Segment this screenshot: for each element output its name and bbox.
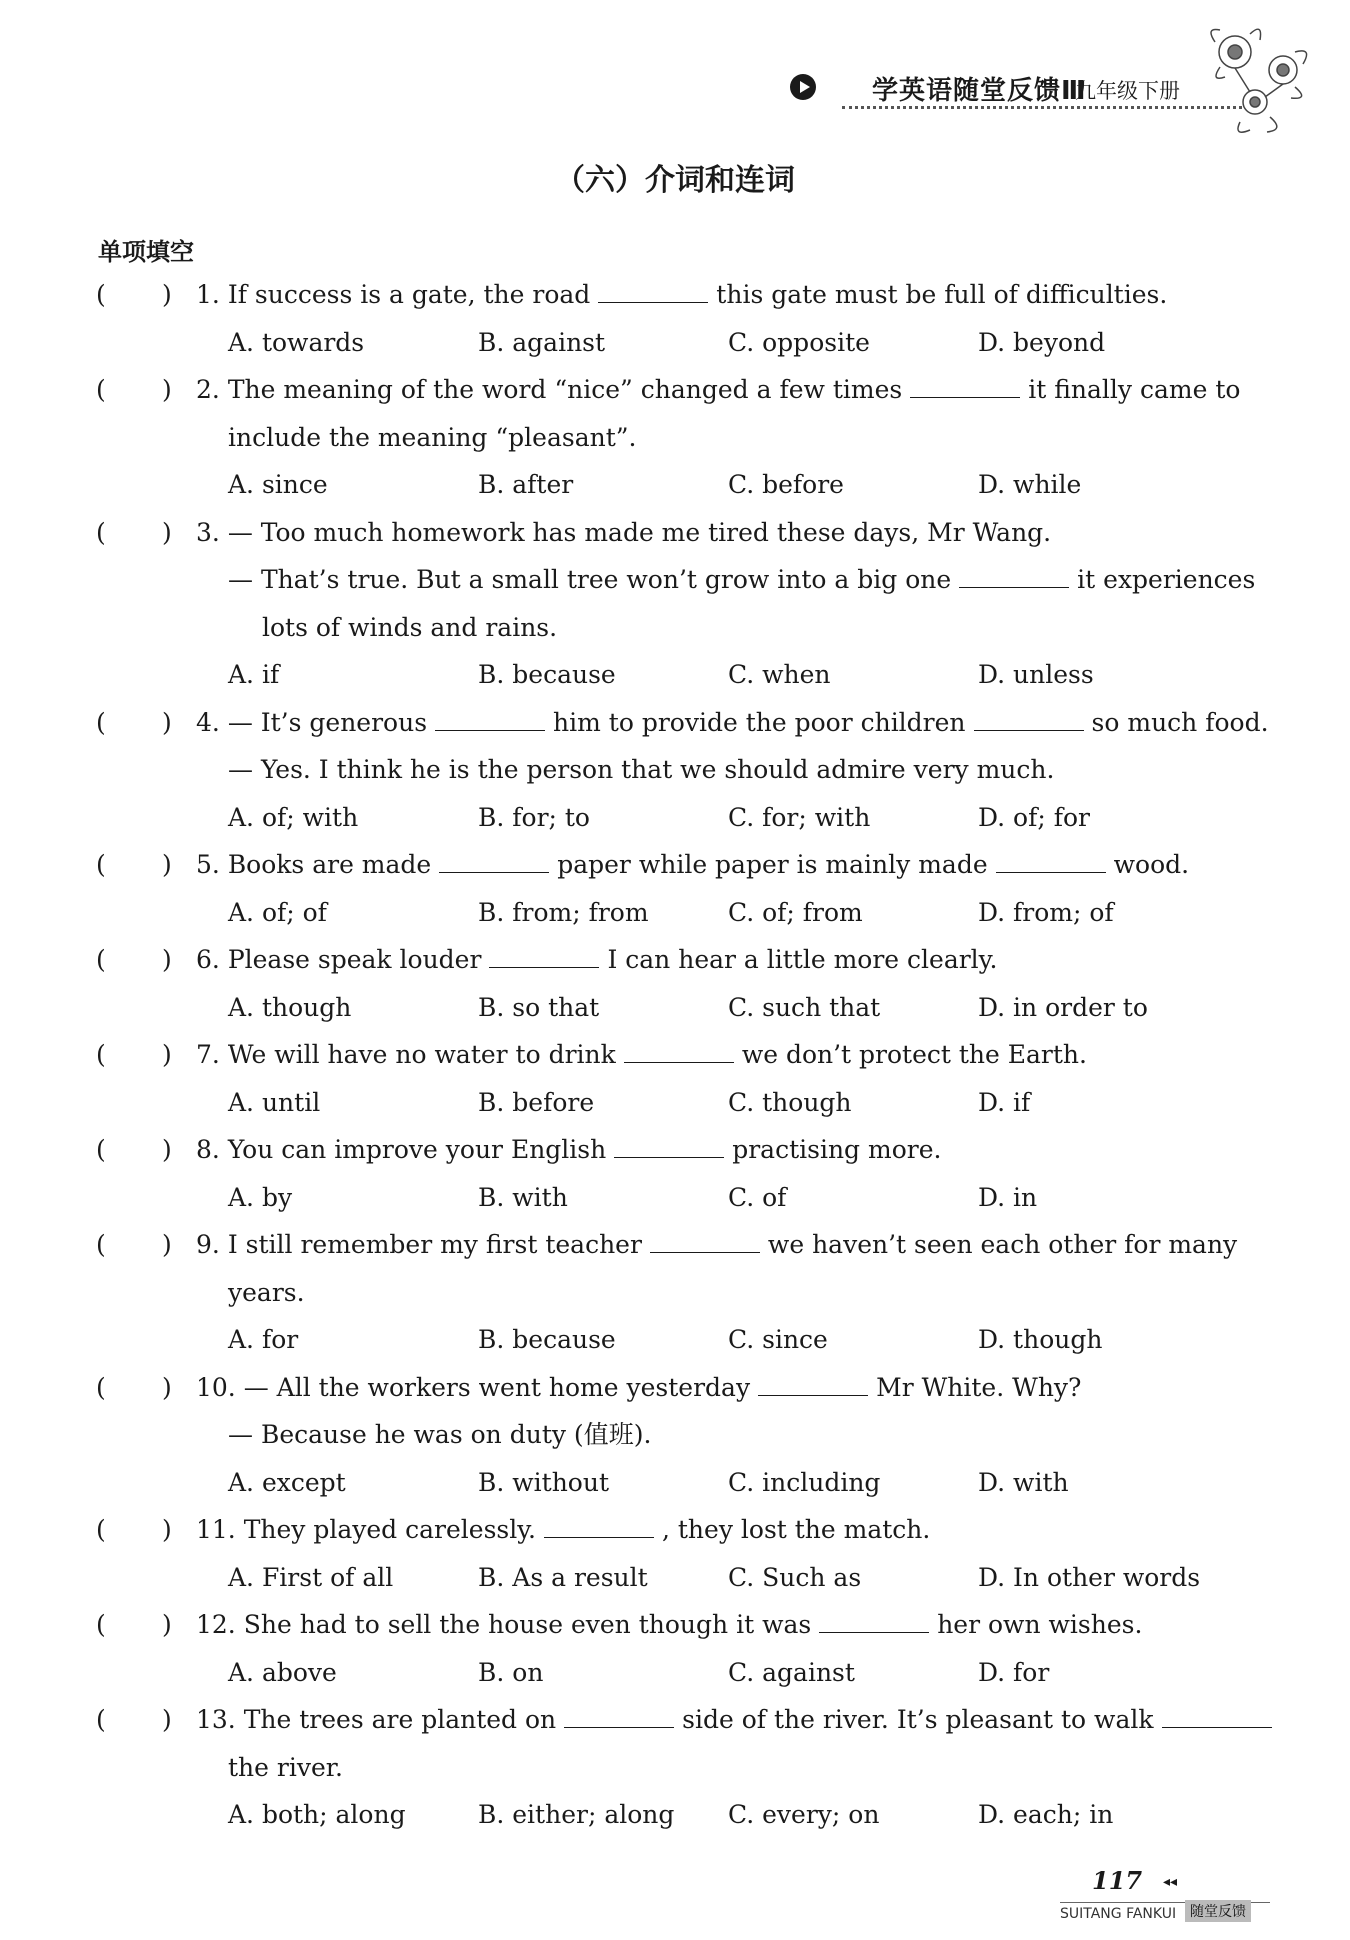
question-text: We will have no water to drink xyxy=(227,1040,616,1069)
question-line xyxy=(196,518,1051,548)
option-c[interactable]: C. Such as xyxy=(728,1562,862,1592)
question-line xyxy=(196,945,997,975)
answer-blank[interactable] xyxy=(598,280,708,303)
question-text: the river. xyxy=(228,1752,343,1782)
answer-parentheses[interactable]: ( ) xyxy=(96,945,172,974)
answer-blank[interactable] xyxy=(1162,1705,1272,1728)
option-c[interactable]: C. such that xyxy=(728,992,881,1022)
option-d[interactable]: D. if xyxy=(978,1087,1031,1117)
question-text: She had to sell the house even though it was xyxy=(243,1610,812,1639)
play-icon xyxy=(790,74,816,100)
question-line xyxy=(228,1278,305,1308)
option-a[interactable]: A. towards xyxy=(228,327,365,357)
question-text: her own wishes. xyxy=(937,1610,1143,1639)
question-text: him to provide the poor children xyxy=(553,707,966,737)
question-line xyxy=(196,1135,941,1165)
option-c[interactable]: C. though xyxy=(728,1087,852,1117)
answer-blank[interactable] xyxy=(758,1373,868,1396)
question-line xyxy=(196,1373,1081,1403)
option-a[interactable]: A. since xyxy=(228,470,328,499)
answer-blank[interactable] xyxy=(624,1040,734,1063)
question-number: 8. xyxy=(196,1135,228,1164)
option-a[interactable]: A. if xyxy=(228,660,280,689)
question-text: we don’t protect the Earth. xyxy=(741,1040,1087,1069)
option-c[interactable]: C. every; on xyxy=(728,1800,880,1829)
question-text: You can improve your English xyxy=(227,1135,607,1164)
question-number: 6. xyxy=(196,945,228,974)
option-d[interactable]: D. each; in xyxy=(978,1800,1114,1829)
option-c[interactable]: C. since xyxy=(728,1325,828,1354)
question-text: years. xyxy=(228,1277,305,1307)
footer-badge: 随堂反馈 xyxy=(1185,1900,1251,1922)
answer-blank[interactable] xyxy=(439,850,549,873)
question-number: 9. xyxy=(196,1230,228,1259)
option-b[interactable]: B. on xyxy=(478,1657,544,1687)
option-d[interactable]: D. beyond xyxy=(978,327,1106,357)
question-line xyxy=(196,280,1167,310)
question-text: I can hear a little more clearly. xyxy=(607,945,998,974)
question-text: — Because he was on duty (值班). xyxy=(228,1420,652,1449)
option-b[interactable]: B. from; from xyxy=(478,897,649,927)
question-text: — That’s true. But a small tree won’t grow into a big one xyxy=(228,565,952,594)
answer-blank[interactable] xyxy=(910,375,1020,398)
question-text: practising more. xyxy=(732,1135,942,1164)
question-line xyxy=(196,1230,1237,1260)
header-divider xyxy=(842,106,1242,109)
answer-parentheses[interactable]: ( ) xyxy=(96,280,172,309)
question-line xyxy=(228,423,636,453)
question-text: They played carelessly. xyxy=(243,1515,536,1544)
answer-parentheses[interactable]: ( ) xyxy=(96,1040,172,1069)
question-text: paper while paper is mainly made xyxy=(557,850,988,879)
section-title: （六）介词和连词 xyxy=(555,163,795,198)
question-line xyxy=(228,1753,343,1783)
option-c[interactable]: C. including xyxy=(728,1467,881,1497)
question-text: it finally came to xyxy=(1028,375,1241,404)
option-a[interactable]: A. of; with xyxy=(228,802,359,832)
answer-parentheses[interactable]: ( ) xyxy=(96,850,172,879)
question-text: this gate must be full of difficulties. xyxy=(716,280,1168,309)
subheading: 单项填空 xyxy=(98,238,194,266)
option-b[interactable]: B. either; along xyxy=(478,1800,675,1829)
question-line xyxy=(196,375,1240,405)
question-line xyxy=(196,708,1269,738)
question-number: 1. xyxy=(196,280,228,309)
option-a[interactable]: A. by xyxy=(228,1182,293,1212)
option-b[interactable]: B. without xyxy=(478,1467,610,1497)
option-c[interactable]: C. against xyxy=(728,1657,855,1687)
option-a[interactable]: A. First of all xyxy=(228,1562,394,1592)
answer-parentheses[interactable]: ( ) xyxy=(96,517,172,547)
answer-parentheses[interactable]: ( ) xyxy=(96,1372,172,1402)
answer-blank[interactable] xyxy=(564,1705,674,1728)
question-text: include the meaning “pleasant”. xyxy=(228,422,637,452)
question-line xyxy=(262,613,557,643)
answer-parentheses[interactable]: ( ) xyxy=(96,1515,172,1544)
option-a[interactable]: A. except xyxy=(228,1467,346,1497)
question-line xyxy=(196,850,1189,880)
option-b[interactable]: B. against xyxy=(478,327,606,357)
question-text: wood. xyxy=(1113,850,1190,879)
option-b[interactable]: B. before xyxy=(478,1087,595,1117)
book-subtitle: 九年级下册 xyxy=(1075,79,1180,103)
option-c[interactable]: C. opposite xyxy=(728,327,870,357)
option-b[interactable]: B. because xyxy=(478,660,616,689)
option-d[interactable]: D. unless xyxy=(978,660,1094,689)
answer-parentheses[interactable]: ( ) xyxy=(96,707,172,737)
option-d[interactable]: D. In other words xyxy=(978,1562,1201,1592)
question-number: 4. xyxy=(196,707,228,737)
question-text: side of the river. It’s pleasant to walk xyxy=(682,1705,1154,1734)
option-b[interactable]: B. As a result xyxy=(478,1562,648,1592)
page-number: 117 xyxy=(1092,1866,1143,1895)
question-number: 5. xyxy=(196,850,228,879)
question-number: 7. xyxy=(196,1040,228,1069)
answer-parentheses[interactable]: ( ) xyxy=(96,1705,172,1734)
answer-parentheses[interactable]: ( ) xyxy=(96,375,172,404)
question-text: lots of winds and rains. xyxy=(262,612,558,642)
question-number: 11. xyxy=(196,1515,244,1544)
question-text: The meaning of the word “nice” changed a few times xyxy=(227,375,903,404)
option-c[interactable]: C. when xyxy=(728,660,831,689)
flower-icon xyxy=(1195,22,1325,142)
option-a[interactable]: A. of; of xyxy=(228,897,327,927)
option-d[interactable]: D. of; for xyxy=(978,802,1090,832)
option-d[interactable]: D. for xyxy=(978,1657,1050,1687)
question-text: — Too much homework has made me tired these days, Mr Wang. xyxy=(227,517,1052,547)
question-line xyxy=(196,1515,930,1545)
question-text: — It’s generous xyxy=(227,707,428,737)
question-text: — All the workers went home yesterday xyxy=(243,1372,751,1402)
answer-parentheses[interactable]: ( ) xyxy=(96,1135,172,1164)
option-d[interactable]: D. with xyxy=(978,1467,1069,1497)
option-c[interactable]: C. of xyxy=(728,1182,787,1212)
question-text: Books are made xyxy=(227,850,432,879)
question-line xyxy=(196,1040,1087,1070)
question-line xyxy=(196,1610,1142,1640)
option-d[interactable]: D. while xyxy=(978,470,1082,499)
question-text: If success is a gate, the road xyxy=(227,280,591,309)
option-a[interactable]: A. until xyxy=(228,1087,321,1117)
answer-parentheses[interactable]: ( ) xyxy=(96,1230,172,1259)
footer-label: SUITANG FANKUI xyxy=(1060,1906,1177,1922)
answer-blank[interactable] xyxy=(974,708,1084,731)
answer-blank[interactable] xyxy=(544,1515,654,1538)
question-number: 2. xyxy=(196,375,228,404)
option-a[interactable]: A. though xyxy=(228,992,352,1022)
question-number: 3. xyxy=(196,517,228,547)
answer-blank[interactable] xyxy=(996,850,1106,873)
question-number: 10. xyxy=(196,1372,244,1402)
answer-parentheses[interactable]: ( ) xyxy=(96,1610,172,1639)
option-d[interactable]: D. though xyxy=(978,1325,1103,1354)
option-a[interactable]: A. above xyxy=(228,1657,337,1687)
answer-blank[interactable] xyxy=(489,945,599,968)
question-text: I still remember my first teacher xyxy=(227,1230,642,1259)
answer-blank[interactable] xyxy=(819,1610,929,1633)
question-text: we haven’t seen each other for many xyxy=(767,1230,1238,1259)
option-b[interactable]: B. after xyxy=(478,470,574,499)
option-c[interactable]: C. for; with xyxy=(728,802,871,832)
option-c[interactable]: C. of; from xyxy=(728,897,863,927)
question-text: Please speak louder xyxy=(227,945,482,974)
book-title: 学英语随堂反馈Ⅲ xyxy=(872,76,1087,106)
question-number: 13. xyxy=(196,1705,244,1734)
option-b[interactable]: B. so that xyxy=(478,992,600,1022)
question-text: , they lost the match. xyxy=(661,1515,931,1544)
question-text: — Yes. I think he is the person that we should admire very much. xyxy=(228,755,1055,784)
question-text: Mr White. Why? xyxy=(876,1372,1082,1402)
question-line xyxy=(228,755,1054,785)
option-a[interactable]: A. both; along xyxy=(228,1800,406,1829)
question-line xyxy=(228,1420,651,1450)
answer-blank[interactable] xyxy=(614,1135,724,1158)
option-b[interactable]: B. because xyxy=(478,1325,616,1354)
question-line xyxy=(196,1705,1280,1735)
option-d[interactable]: D. from; of xyxy=(978,897,1114,927)
option-a[interactable]: A. for xyxy=(228,1325,299,1354)
answer-blank[interactable] xyxy=(435,708,545,731)
rewind-icon: ◂◂ xyxy=(1163,1874,1178,1890)
question-number: 12. xyxy=(196,1610,244,1639)
question-text: so much food. xyxy=(1091,707,1269,737)
answer-blank[interactable] xyxy=(650,1230,760,1253)
option-d[interactable]: D. in order to xyxy=(978,992,1148,1022)
question-line xyxy=(228,565,1255,595)
option-b[interactable]: B. with xyxy=(478,1182,568,1212)
option-d[interactable]: D. in xyxy=(978,1182,1038,1212)
option-b[interactable]: B. for; to xyxy=(478,802,590,832)
question-text: it experiences xyxy=(1077,565,1256,594)
question-text: The trees are planted on xyxy=(243,1705,557,1734)
answer-blank[interactable] xyxy=(959,565,1069,588)
option-c[interactable]: C. before xyxy=(728,470,844,499)
